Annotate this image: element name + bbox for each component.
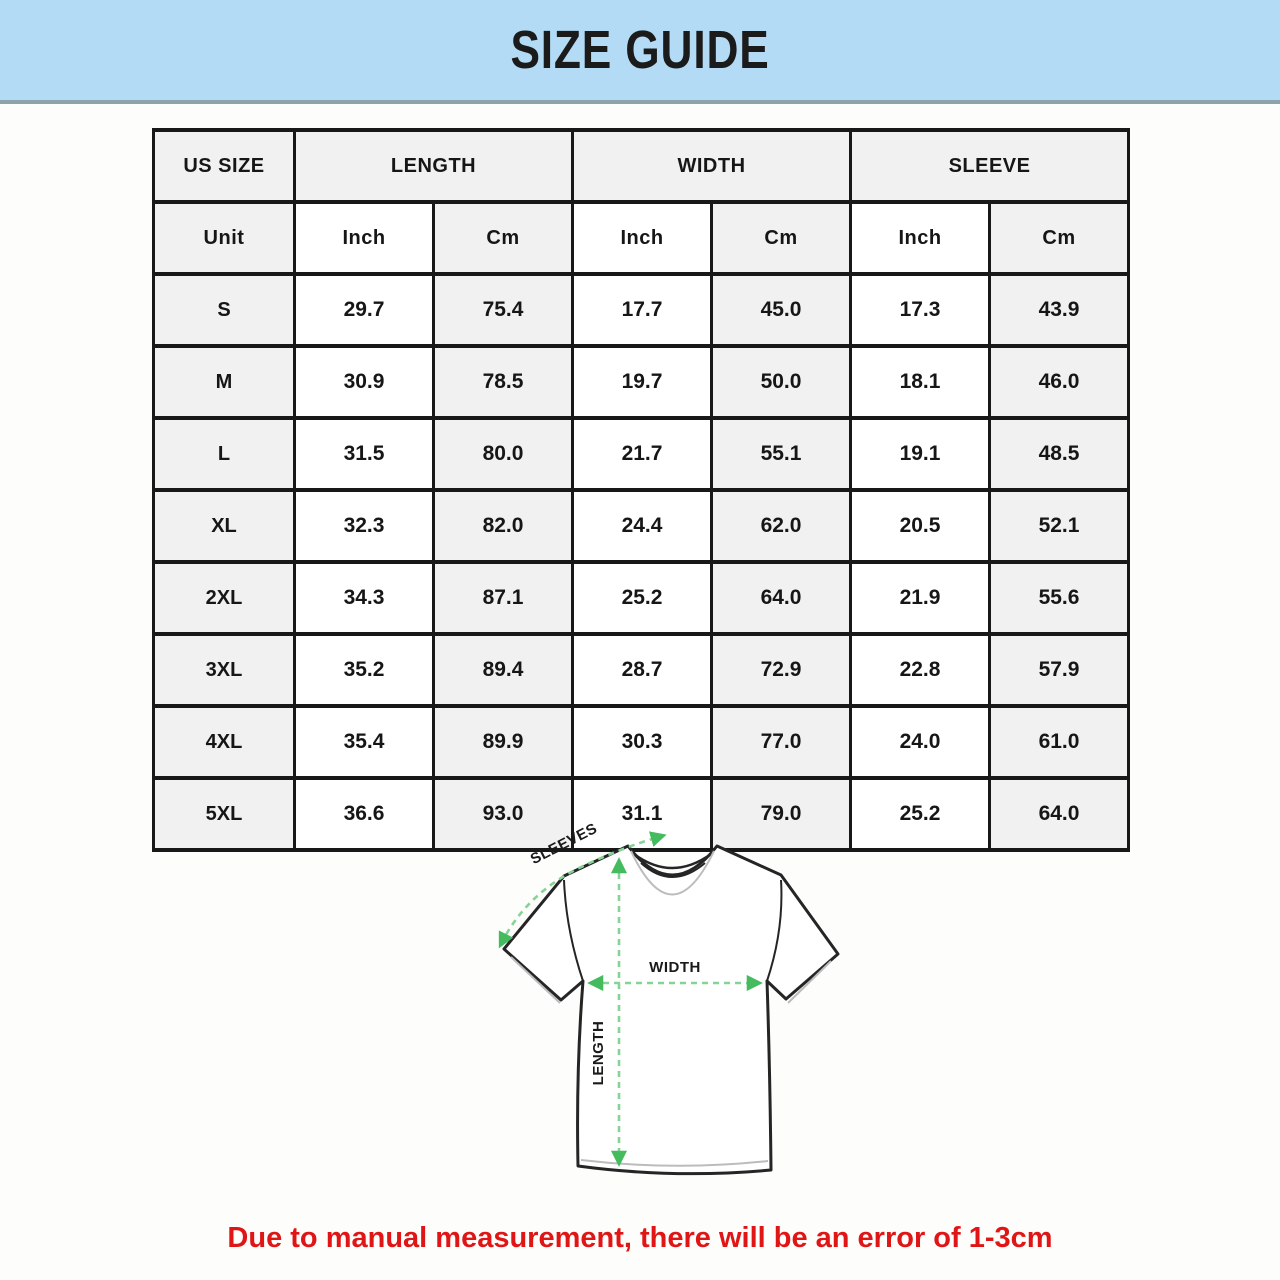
cell-value: 18.1: [851, 346, 990, 418]
cell-value: 31.1: [573, 778, 712, 850]
cell-value: 89.9: [434, 706, 573, 778]
size-label: 2XL: [154, 562, 295, 634]
cell-value: 52.1: [990, 490, 1129, 562]
cell-value: 28.7: [573, 634, 712, 706]
tshirt-measurement-diagram: [450, 808, 890, 1240]
unit-width-cm: Cm: [712, 202, 851, 274]
table-row: [154, 346, 1129, 418]
size-label: M: [154, 346, 295, 418]
col-header-sleeve: SLEEVE: [851, 130, 1129, 202]
cell-value: 61.0: [990, 706, 1129, 778]
size-label: 4XL: [154, 706, 295, 778]
cell-value: 82.0: [434, 490, 573, 562]
cell-value: 43.9: [990, 274, 1129, 346]
cell-value: 62.0: [712, 490, 851, 562]
table-row: [154, 490, 1129, 562]
cell-value: 64.0: [712, 562, 851, 634]
cell-value: 30.3: [573, 706, 712, 778]
cell-value: 48.5: [990, 418, 1129, 490]
size-label: S: [154, 274, 295, 346]
cell-value: 19.7: [573, 346, 712, 418]
measurement-disclaimer: Due to manual measurement, there will be an error of 1-3cm: [227, 1222, 1053, 1254]
cell-value: 57.9: [990, 634, 1129, 706]
cell-value: 80.0: [434, 418, 573, 490]
cell-value: 25.2: [573, 562, 712, 634]
unit-cell: Unit: [154, 202, 295, 274]
cell-value: 29.7: [295, 274, 434, 346]
cell-value: 31.5: [295, 418, 434, 490]
unit-length-cm: Cm: [434, 202, 573, 274]
cell-value: 45.0: [712, 274, 851, 346]
cell-value: 93.0: [434, 778, 573, 850]
unit-length-inch: Inch: [295, 202, 434, 274]
col-header-width: WIDTH: [573, 130, 851, 202]
unit-width-inch: Inch: [573, 202, 712, 274]
cell-value: 35.2: [295, 634, 434, 706]
cell-value: 46.0: [990, 346, 1129, 418]
col-header-length: LENGTH: [295, 130, 573, 202]
cell-value: 19.1: [851, 418, 990, 490]
cell-value: 34.3: [295, 562, 434, 634]
cell-value: 21.7: [573, 418, 712, 490]
cell-value: 35.4: [295, 706, 434, 778]
size-label: XL: [154, 490, 295, 562]
size-label: 5XL: [154, 778, 295, 850]
cell-value: 24.4: [573, 490, 712, 562]
cell-value: 55.1: [712, 418, 851, 490]
cell-value: 17.7: [573, 274, 712, 346]
table-row: [154, 562, 1129, 634]
page-title: SIZE GUIDE: [510, 20, 770, 80]
cell-value: 17.3: [851, 274, 990, 346]
size-label: 3XL: [154, 634, 295, 706]
length-label: LENGTH: [590, 1020, 607, 1086]
width-label: WIDTH: [649, 959, 701, 976]
cell-value: 25.2: [851, 778, 990, 850]
table-group-header-row: [154, 130, 1129, 202]
cell-value: 77.0: [712, 706, 851, 778]
unit-sleeve-inch: Inch: [851, 202, 990, 274]
size-table: [152, 128, 1130, 852]
cell-value: 30.9: [295, 346, 434, 418]
table-row: [154, 274, 1129, 346]
cell-value: 32.3: [295, 490, 434, 562]
cell-value: 78.5: [434, 346, 573, 418]
table-row: [154, 634, 1129, 706]
table-row: [154, 418, 1129, 490]
cell-value: 75.4: [434, 274, 573, 346]
cell-value: 64.0: [990, 778, 1129, 850]
col-header-us-size: US SIZE: [154, 130, 295, 202]
title-banner: [0, 0, 1280, 104]
table-row: [154, 706, 1129, 778]
cell-value: 22.8: [851, 634, 990, 706]
cell-value: 89.4: [434, 634, 573, 706]
cell-value: 72.9: [712, 634, 851, 706]
cell-value: 21.9: [851, 562, 990, 634]
cell-value: 55.6: [990, 562, 1129, 634]
sleeves-label: SLEEVES: [527, 819, 601, 869]
cell-value: 24.0: [851, 706, 990, 778]
unit-sleeve-cm: Cm: [990, 202, 1129, 274]
cell-value: 87.1: [434, 562, 573, 634]
cell-value: 36.6: [295, 778, 434, 850]
size-label: L: [154, 418, 295, 490]
cell-value: 50.0: [712, 346, 851, 418]
tshirt-diagram-svg: [450, 808, 890, 1240]
cell-value: 20.5: [851, 490, 990, 562]
cell-value: 79.0: [712, 778, 851, 850]
table-unit-row: [154, 202, 1129, 274]
